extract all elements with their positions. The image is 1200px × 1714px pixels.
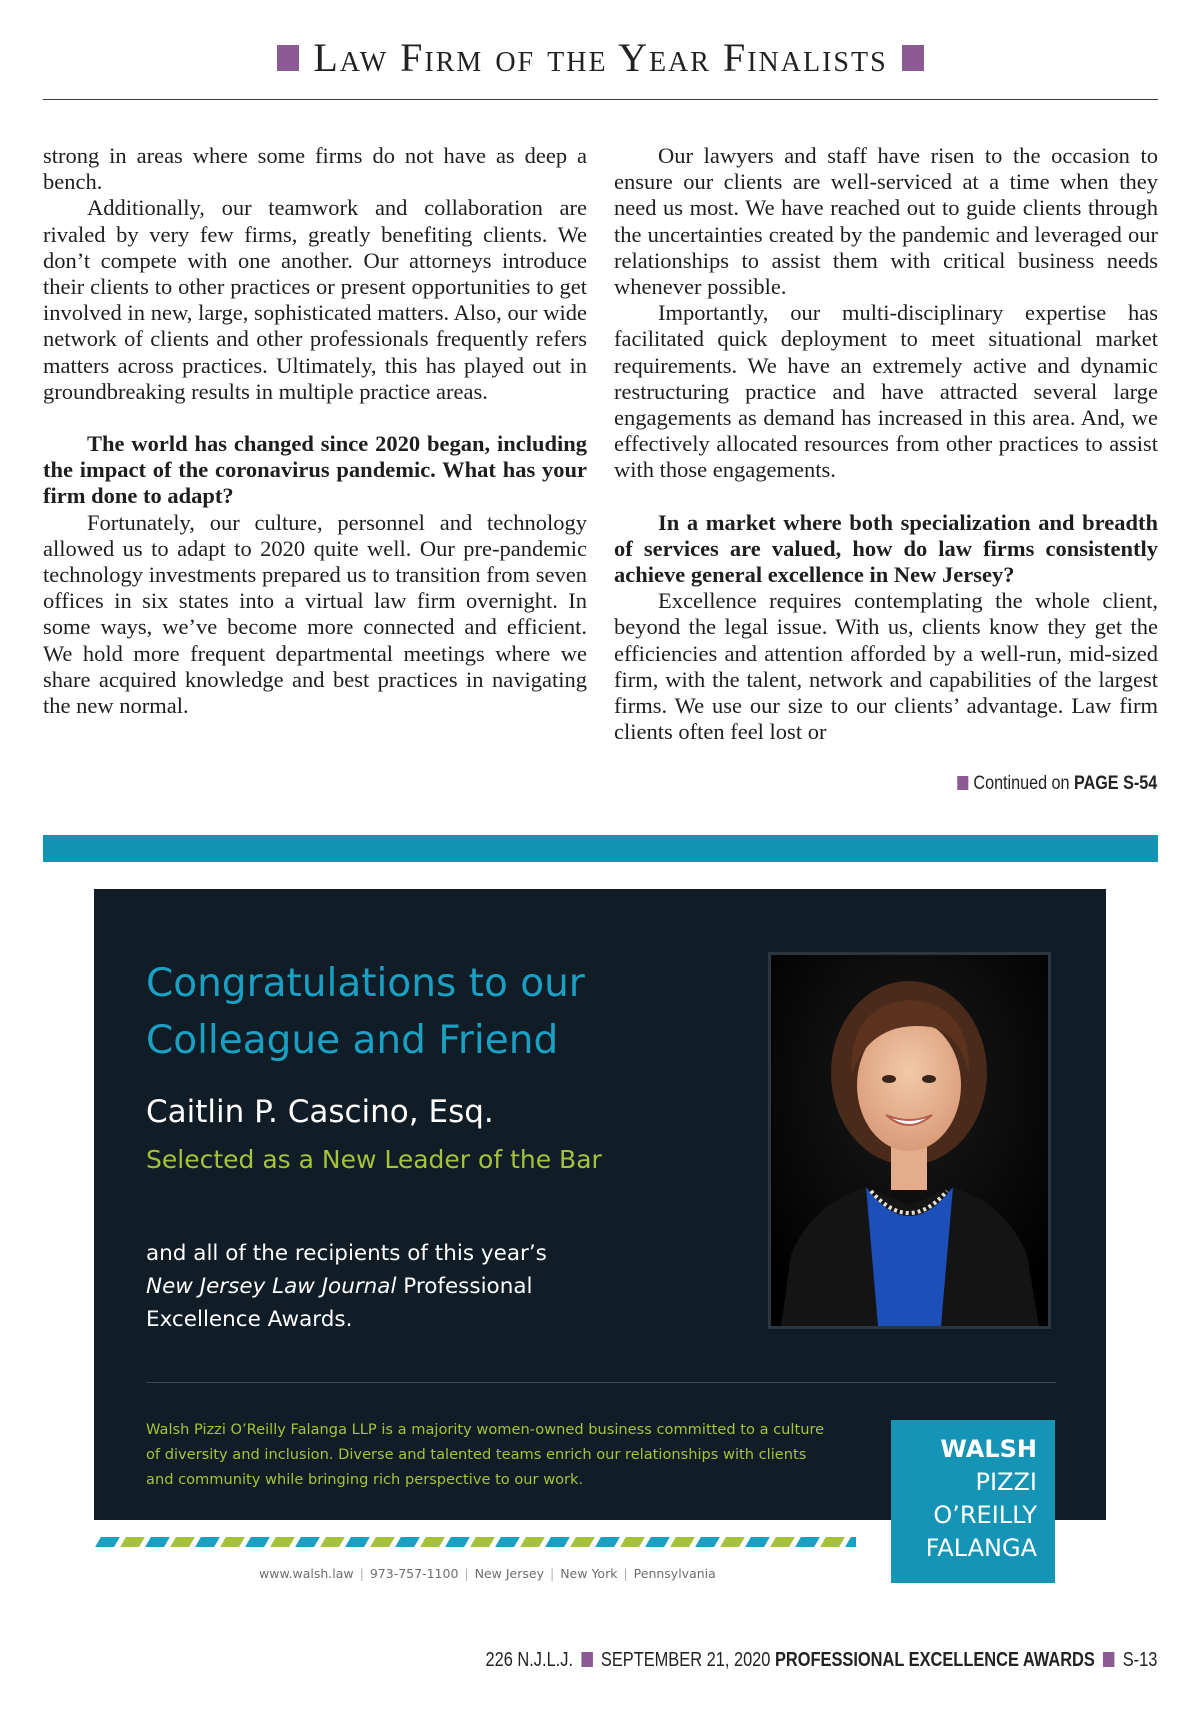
stripe-segment bbox=[645, 1537, 670, 1547]
stripe-segment bbox=[295, 1537, 320, 1547]
footer-square-icon bbox=[581, 1652, 592, 1667]
continued-page-link[interactable]: PAGE S-54 bbox=[1073, 773, 1157, 794]
stripe-segment bbox=[95, 1537, 120, 1547]
stripe-segment bbox=[745, 1537, 770, 1547]
section-header bbox=[43, 35, 1158, 100]
firm-contact-line: www.walsh.law | 973-757-1100 | New Jersey | New York | Pennsylvania bbox=[259, 1566, 716, 1581]
logo-line-3: O’REILLY bbox=[933, 1501, 1037, 1529]
logo-line-2: PIZZI bbox=[975, 1468, 1037, 1496]
logo-line-1: WALSH bbox=[940, 1435, 1037, 1463]
stripe-segment bbox=[620, 1537, 645, 1547]
recipients-text bbox=[146, 1237, 606, 1336]
footer-issue: 226 N.J.L.J. bbox=[485, 1649, 573, 1671]
page-footer bbox=[485, 1649, 1157, 1672]
stripe-segment bbox=[495, 1537, 520, 1547]
interview-question-2: In a market where both specialization and breadth of services are valued, how do law firms consistently achieve general excellence in New Jersey? bbox=[614, 509, 1158, 588]
stripe-segment bbox=[220, 1537, 245, 1547]
footer-section: PROFESSIONAL EXCELLENCE AWARDS bbox=[774, 1649, 1095, 1671]
right-paragraph-3: Excellence requires contemplating the whole client, beyond the legal issue. With us, clients know they get the efficiencies and attention afforded by a well-run, mid-sized firm, with the talent, network and capabilities of the largest firms. We use our size to our clients’ advantage. Law firm clients often feel lost or bbox=[614, 588, 1158, 745]
firm-website-link[interactable]: www.walsh.law bbox=[259, 1566, 354, 1581]
stripe-segment bbox=[545, 1537, 570, 1547]
stripe-segment bbox=[445, 1537, 470, 1547]
page-number: S-13 bbox=[1122, 1649, 1157, 1671]
decorative-stripes bbox=[94, 1537, 856, 1547]
right-column bbox=[614, 143, 1158, 745]
journal-name: New Jersey Law Journal bbox=[146, 1274, 397, 1299]
stripe-segment bbox=[720, 1537, 745, 1547]
stripe-segment bbox=[470, 1537, 495, 1547]
logo-line-4: FALANGA bbox=[925, 1534, 1037, 1562]
continued-prefix: Continued on bbox=[973, 773, 1070, 794]
left-paragraph-3: Fortunately, our culture, personnel and technology allowed us to adapt to 2020 quite well. Our pre-pandemic technology investments prepared us to transition from seven offices in six states into a virtual law firm overnight. In some ways, we’ve become more connected and efficient. We hold more frequent departmental meetings where we share acquired knowledge and best practices in navigating the new normal. bbox=[43, 509, 587, 719]
footer-date: SEPTEMBER 21, 2020 bbox=[600, 1649, 771, 1671]
office-new-jersey: New Jersey bbox=[474, 1566, 544, 1581]
header-square-right bbox=[902, 45, 924, 71]
stripe-segment bbox=[145, 1537, 170, 1547]
office-new-york: New York bbox=[560, 1566, 618, 1581]
stripe-segment bbox=[670, 1537, 695, 1547]
right-paragraph-2: Importantly, our multi-disciplinary expertise has facilitated quick deployment to meet situational market requirements. We have an extremely active and dynamic restructuring practice and have attracted several large engagements as demand has increased in this area. And, we effectively allocated resources from other practices to assist with those engagements. bbox=[614, 300, 1158, 483]
stripe-segment bbox=[420, 1537, 445, 1547]
stripe-segment bbox=[820, 1537, 845, 1547]
ad-headline bbox=[146, 955, 706, 1069]
right-paragraph-1: Our lawyers and staff have risen to the occasion to ensure our clients are well-serviced at a time when they need us most. We have reached out to guide clients through the uncertainties created by the pandemic and leveraged our relationships to assist them with critical business needs whenever possible. bbox=[614, 143, 1158, 300]
stripe-segment bbox=[120, 1537, 145, 1547]
stripe-segment bbox=[170, 1537, 195, 1547]
stripe-segment bbox=[520, 1537, 545, 1547]
left-paragraph-2: Additionally, our teamwork and collaboration are rivaled by very few firms, greatly benefiting clients. We don’t compete with one another. Our attorneys introduce their clients to other practices or present opportunities to get involved in new, large, sophisticated matters. Also, our wide network of clients and other professionals frequently refers matters across practices. Ultimately, this has played out in groundbreaking results in multiple practice areas. bbox=[43, 195, 587, 404]
recipients-line-2: Professional Excellence Awards. bbox=[146, 1274, 533, 1332]
honoree-name: Caitlin P. Cascino, Esq. bbox=[146, 1094, 494, 1130]
honoree-portrait bbox=[768, 952, 1051, 1329]
firm-diversity-statement: Walsh Pizzi O’Reilly Falanga LLP is a majority women-owned business committed to a culture of diversity and inclusion. Diverse and talented teams enrich our relationships with clients and community while bringing rich perspective to our work. bbox=[146, 1421, 825, 1488]
office-pennsylvania: Pennsylvania bbox=[633, 1566, 716, 1581]
ad-headline-line-2: Colleague and Friend bbox=[146, 1018, 559, 1063]
stripe-segment bbox=[570, 1537, 595, 1547]
stripe-segment bbox=[770, 1537, 795, 1547]
interview-question-1: The world has changed since 2020 began, including the impact of the coronavirus pandemic. What has your firm done to adapt? bbox=[43, 431, 587, 509]
honoree-selection: Selected as a New Leader of the Bar bbox=[146, 1145, 602, 1174]
left-paragraph-1: strong in areas where some firms do not have as deep a bench. bbox=[43, 143, 587, 195]
stripe-segment bbox=[270, 1537, 295, 1547]
stripe-segment bbox=[370, 1537, 395, 1547]
stripe-segment bbox=[245, 1537, 270, 1547]
stripe-segment bbox=[395, 1537, 420, 1547]
recipients-line-1: and all of the recipients of this year’s bbox=[146, 1241, 547, 1266]
stripe-segment bbox=[320, 1537, 345, 1547]
divider-bar bbox=[43, 835, 1158, 862]
firm-phone: 973-757-1100 bbox=[369, 1566, 459, 1581]
stripe-segment bbox=[595, 1537, 620, 1547]
footer-square-icon-2 bbox=[1103, 1652, 1114, 1667]
stripe-segment bbox=[795, 1537, 820, 1547]
left-column bbox=[43, 143, 587, 719]
ad-divider bbox=[146, 1382, 1056, 1383]
section-title: Law Firm of the Year Finalists bbox=[313, 35, 888, 80]
continued-square-icon bbox=[957, 776, 968, 790]
firm-logo bbox=[891, 1420, 1055, 1583]
header-square-left bbox=[277, 45, 299, 71]
stripe-segment bbox=[195, 1537, 220, 1547]
stripe-segment bbox=[695, 1537, 720, 1547]
stripe-segment bbox=[345, 1537, 370, 1547]
continued-note bbox=[957, 773, 1157, 795]
ad-headline-line-1: Congratulations to our bbox=[146, 961, 585, 1006]
stripe-segment bbox=[845, 1537, 856, 1547]
portrait-illustration bbox=[771, 955, 1048, 1326]
